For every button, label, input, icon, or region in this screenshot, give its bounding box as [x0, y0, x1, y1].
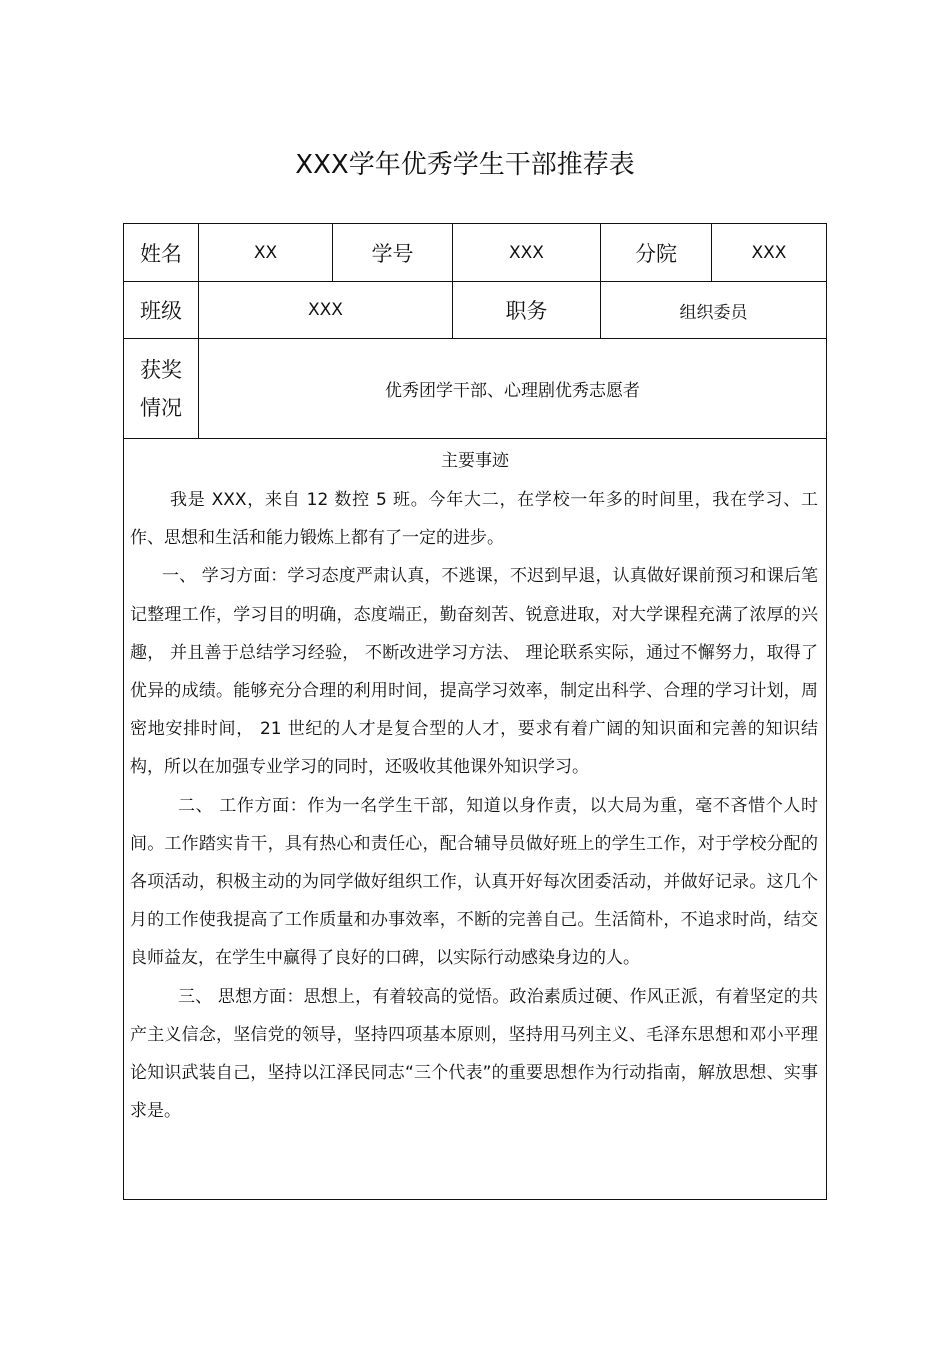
award-label-line2: 情况 [140, 395, 182, 420]
recommendation-form [123, 223, 827, 1200]
row-divider [124, 438, 826, 439]
form-title: XXX学年优秀学生干部推荐表 [295, 150, 635, 180]
award-label-line1: 获奖 [140, 357, 182, 382]
position-label: 职务 [505, 299, 548, 323]
name-value: XX [253, 242, 278, 263]
deeds-thought-paragraph: 三、 思想方面：思想上，有着较高的觉悟。政治素质过硬、作风正派，有着坚定的共产主义信念，坚信党的领导，坚持四项基本原则，坚持用马列主义、毛泽东思想和邓小平理论知识武装自己，坚持以江泽民同志“三个代表”的重要思想作为行动指南，解放思想、实事求是。 [130, 986, 818, 1122]
student-id-label: 学号 [371, 241, 414, 266]
deeds-work-paragraph: 二、 工作方面：作为一名学生干部，知道以身作责，以大局为重，毫不吝惜个人时间。工作踏实肯干，具有热心和责任心，配合辅导员做好班上的学生工作，对于学校分配的各项活动，积极主动的为同学做好组织工作，认真开好每次团委活动，并做好记录。这几个月的工作使我提高了工作质量和办事效率，不断的完善自己。生活简朴，不追求时尚，结交良师益友，在学生中赢得了良好的口碑，以实际行动感染身边的人。 [130, 795, 818, 969]
college-value: XXX [751, 242, 787, 263]
position-value: 组织委员 [679, 302, 748, 323]
class-label: 班级 [140, 299, 182, 323]
student-id-value: XXX [509, 242, 544, 263]
name-label: 姓名 [140, 241, 182, 266]
award-value: 优秀团学干部、心理剧优秀志愿者 [385, 381, 640, 401]
deeds-body [130, 481, 818, 1130]
award-label [124, 339, 198, 438]
class-value: XXX [308, 300, 343, 320]
deeds-intro-paragraph: 我是 XXX，来自 12 数控 5 班。今年大二，在学校一年多的时间里，我在学习、工作、思想和生活和能力锻炼上都有了一定的进步。 [130, 490, 818, 549]
college-label: 分院 [635, 241, 677, 266]
deeds-heading: 主要事迹 [441, 451, 509, 471]
deeds-study-paragraph: 一、 学习方面：学习态度严肃认真，不逃课，不迟到早退，认真做好课前预习和课后笔记整理工作，学习目的明确，态度端正，勤奋刻苦、锐意进取，对大学课程充满了浓厚的兴趣， 并且善于总结学习经验， 不断改进学习方法、 理论联系实际，通过不懈努力，取得了优异的成绩。能够充分合理的利用时间，提高学习效率，制定出科学、合理的学习计划，周密地安排时间， 21 世纪的人才是复合型的人才，要求有着广阔的知识面和完善的知识结构，所以在加强专业学习的同时，还吸收其他课外知识学习。 [130, 566, 818, 778]
